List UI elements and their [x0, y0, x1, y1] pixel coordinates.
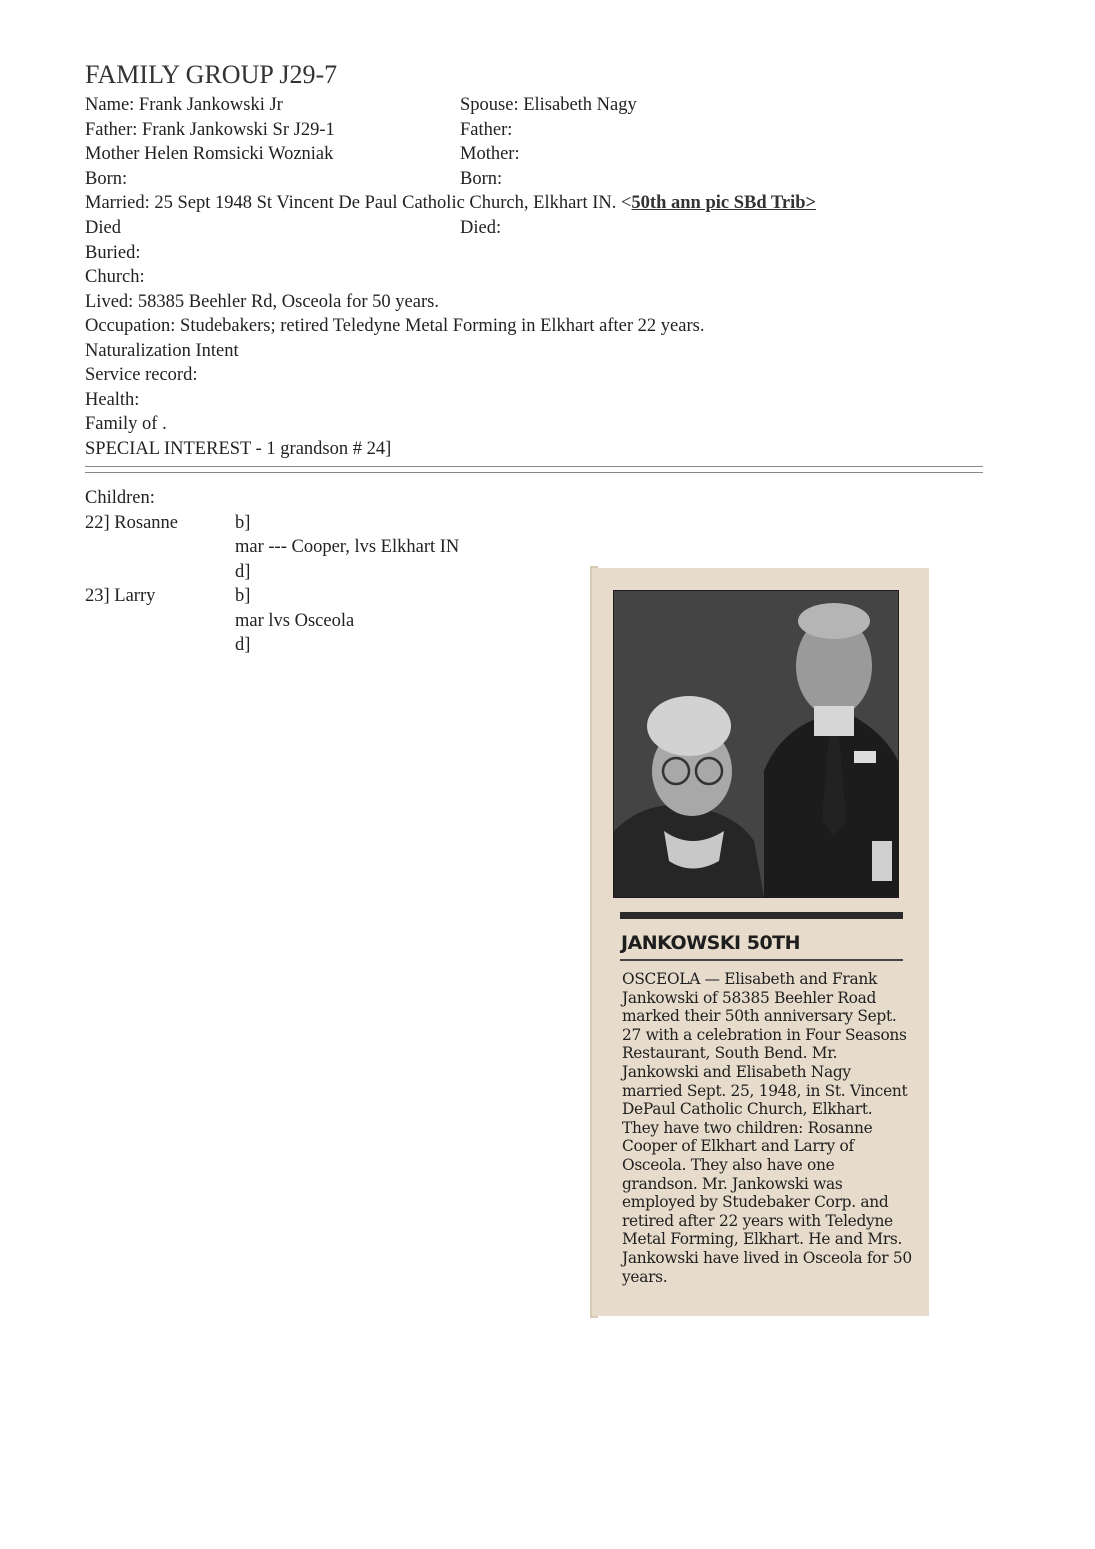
spouse-father-field: Father: — [460, 120, 513, 140]
headline-underline — [620, 959, 903, 961]
child-label: 22] Rosanne — [85, 513, 178, 533]
naturalization-field: Naturalization Intent — [85, 341, 239, 361]
clipping-article: OSCEOLA — Elisabeth and Frank Jankowski of 58385 Beehler Road marked their 50th anniversary Sept. 27 with a celebration in Four Seasons Restaurant, South Bend. Mr. Jankowski and Elisabeth Nagy married Sept. 25, 1948, in St. Vincent DePaul Catholic Church, Elkhart. They have two children: Rosanne Cooper of Elkhart and Larry of Osceola. They also have one grandson. Mr. Jankowski was employed by Studebaker Corp. and retired after 22 years with Teledyne Metal Forming, Elkhart. He and Mrs. Jankowski have lived in Osceola for 50 years. — [622, 970, 912, 1286]
occupation-field: Occupation: Studebakers; retired Teledyne Metal Forming in Elkhart after 22 years. — [85, 316, 705, 336]
child-married: mar --- Cooper, lvs Elkhart IN — [235, 537, 460, 557]
buried-field: Buried: — [85, 243, 141, 263]
child-died: d] — [235, 635, 251, 655]
children-heading: Children: — [85, 488, 155, 508]
anniversary-picture-link[interactable]: 50th ann pic SBd Trib> — [631, 193, 817, 213]
section-divider — [85, 466, 983, 473]
health-field: Health: — [85, 390, 140, 410]
service-record-field: Service record: — [85, 365, 198, 385]
married-text: Married: 25 Sept 1948 St Vincent De Paul Catholic Church, Elkhart IN. < — [85, 193, 632, 213]
spouse-died-field: Died: — [460, 218, 502, 238]
name-field: Name: Frank Jankowski Jr — [85, 95, 283, 115]
spouse-field: Spouse: Elisabeth Nagy — [460, 95, 637, 115]
child-married: mar lvs Osceola — [235, 611, 355, 631]
couple-photo — [613, 590, 899, 898]
clipping-headline: JANKOWSKI 50TH — [621, 932, 801, 954]
child-label: 23] Larry — [85, 586, 156, 606]
page-title: FAMILY GROUP J29-7 — [85, 60, 338, 89]
born-field: Born: — [85, 169, 128, 189]
headline-bar — [620, 912, 903, 919]
child-born: b] — [235, 586, 251, 606]
special-interest-field: SPECIAL INTEREST - 1 grandson # 24] — [85, 439, 392, 459]
died-field: Died — [85, 218, 121, 238]
father-field: Father: Frank Jankowski Sr J29-1 — [85, 120, 335, 140]
child-born: b] — [235, 513, 251, 533]
mother-field: Mother Helen Romsicki Wozniak — [85, 144, 334, 164]
lived-field: Lived: 58385 Beehler Rd, Osceola for 50 years. — [85, 292, 439, 312]
spouse-mother-field: Mother: — [460, 144, 520, 164]
church-field: Church: — [85, 267, 145, 287]
family-of-field: Family of . — [85, 414, 167, 434]
married-field — [85, 192, 816, 214]
spouse-born-field: Born: — [460, 169, 503, 189]
child-died: d] — [235, 562, 251, 582]
